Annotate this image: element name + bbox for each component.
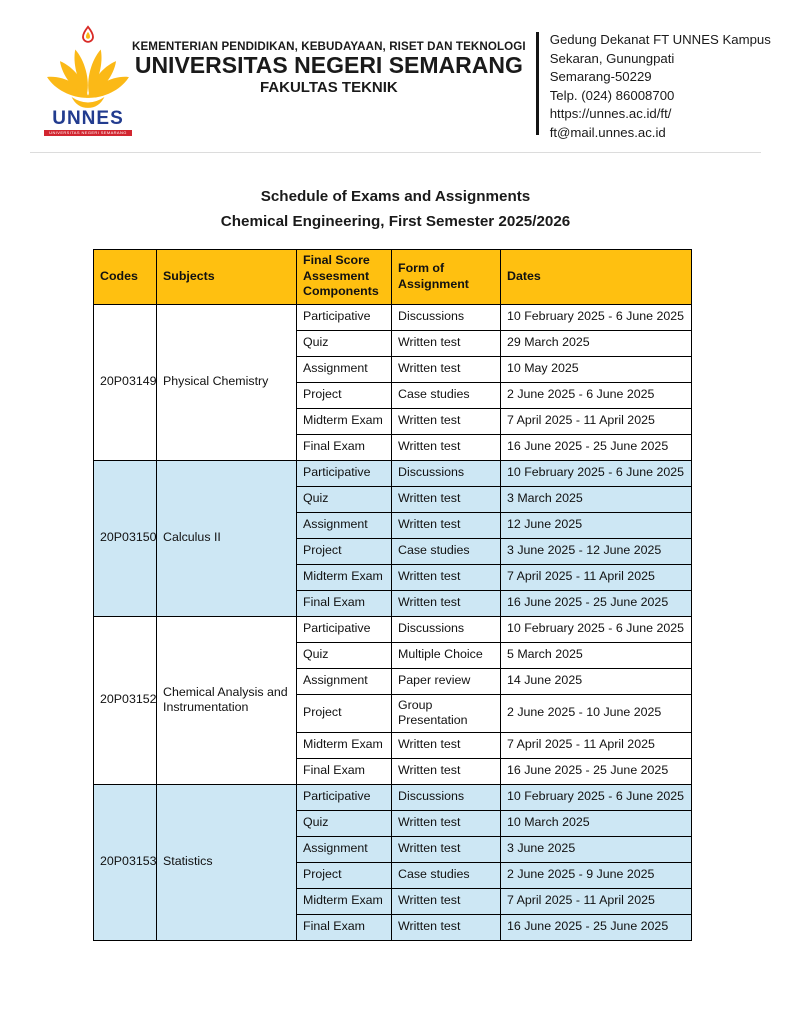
component-cell: Midterm Exam xyxy=(297,564,392,590)
component-cell: Participative xyxy=(297,460,392,486)
letterhead-divider xyxy=(536,32,539,135)
date-cell: 10 February 2025 - 6 June 2025 xyxy=(501,304,692,330)
form-cell: Case studies xyxy=(392,862,501,888)
form-cell: Written test xyxy=(392,810,501,836)
date-cell: 3 June 2025 xyxy=(501,836,692,862)
component-cell: Project xyxy=(297,862,392,888)
date-cell: 12 June 2025 xyxy=(501,512,692,538)
unnes-logo-banner: UNIVERSITAS NEGERI SEMARANG xyxy=(44,130,132,136)
date-cell: 3 June 2025 - 12 June 2025 xyxy=(501,538,692,564)
form-cell: Written test xyxy=(392,512,501,538)
form-cell: Written test xyxy=(392,330,501,356)
date-cell: 14 June 2025 xyxy=(501,668,692,694)
date-cell: 10 March 2025 xyxy=(501,810,692,836)
date-cell: 16 June 2025 - 25 June 2025 xyxy=(501,758,692,784)
form-cell: Multiple Choice xyxy=(392,642,501,668)
contact-line: Semarang-50229 xyxy=(549,69,652,85)
component-cell: Quiz xyxy=(297,810,392,836)
form-cell: Discussions xyxy=(392,616,501,642)
component-cell: Midterm Exam xyxy=(297,408,392,434)
schedule-table-header xyxy=(94,249,692,304)
letterhead-titles xyxy=(132,24,526,96)
form-cell: Written test xyxy=(392,758,501,784)
column-header-1: Subjects xyxy=(157,249,297,304)
date-cell: 7 April 2025 - 11 April 2025 xyxy=(501,408,692,434)
table-row xyxy=(94,304,692,330)
date-cell: 2 June 2025 - 6 June 2025 xyxy=(501,382,692,408)
letterhead xyxy=(0,0,791,143)
form-cell: Case studies xyxy=(392,538,501,564)
contact-line-url: https://unnes.ac.id/ft/ xyxy=(549,106,672,122)
form-cell: Written test xyxy=(392,914,501,940)
column-header-3: Form of Assignment xyxy=(392,249,501,304)
component-cell: Quiz xyxy=(297,486,392,512)
form-cell: Discussions xyxy=(392,304,501,330)
form-cell: Case studies xyxy=(392,382,501,408)
contact-block xyxy=(550,24,778,143)
date-cell: 10 May 2025 xyxy=(501,356,692,382)
component-cell: Project xyxy=(297,538,392,564)
table-row xyxy=(94,460,692,486)
date-cell: 29 March 2025 xyxy=(501,330,692,356)
component-cell: Assignment xyxy=(297,512,392,538)
contact-line: Sekaran, Gunungpati xyxy=(549,50,675,66)
university-name: UNIVERSITAS NEGERI SEMARANG xyxy=(134,52,523,78)
date-cell: 7 April 2025 - 11 April 2025 xyxy=(501,732,692,758)
form-cell: Discussions xyxy=(392,784,501,810)
table-row xyxy=(94,616,692,642)
form-cell: Group Presentation xyxy=(392,694,501,732)
contact-line: Gedung Dekanat FT UNNES Kampus xyxy=(549,32,771,47)
column-header-0: Codes xyxy=(94,249,157,304)
form-cell: Paper review xyxy=(392,668,501,694)
course-code-cell: 20P03152 xyxy=(94,616,157,784)
course-code-cell: 20P03149 xyxy=(94,304,157,460)
column-header-4: Dates xyxy=(501,249,692,304)
form-cell: Written test xyxy=(392,590,501,616)
date-cell: 10 February 2025 - 6 June 2025 xyxy=(501,616,692,642)
course-code-cell: 20P03153 xyxy=(94,784,157,940)
form-cell: Written test xyxy=(392,732,501,758)
date-cell: 16 June 2025 - 25 June 2025 xyxy=(501,914,692,940)
form-cell: Written test xyxy=(392,356,501,382)
unnes-lotus-icon xyxy=(47,24,129,108)
course-subject-cell: Statistics xyxy=(157,784,297,940)
date-cell: 7 April 2025 - 11 April 2025 xyxy=(501,564,692,590)
contact-line: Telp. (024) 86008700 xyxy=(549,87,675,103)
component-cell: Midterm Exam xyxy=(297,888,392,914)
date-cell: 16 June 2025 - 25 June 2025 xyxy=(501,590,692,616)
ministry-line: KEMENTERIAN PENDIDIKAN, KEBUDAYAAN, RISET DAN TEKNOLOGI xyxy=(132,40,526,53)
date-cell: 2 June 2025 - 9 June 2025 xyxy=(501,862,692,888)
component-cell: Final Exam xyxy=(297,914,392,940)
course-code-cell: 20P03150 xyxy=(94,460,157,616)
component-cell: Midterm Exam xyxy=(297,732,392,758)
course-subject-cell: Chemical Analysis and Instrumentation xyxy=(157,616,297,784)
date-cell: 16 June 2025 - 25 June 2025 xyxy=(501,434,692,460)
component-cell: Final Exam xyxy=(297,434,392,460)
form-cell: Written test xyxy=(392,434,501,460)
component-cell: Project xyxy=(297,382,392,408)
table-row xyxy=(94,784,692,810)
form-cell: Discussions xyxy=(392,460,501,486)
column-header-2: Final Score Assesment Components xyxy=(297,249,392,304)
document-title-line2: Chemical Engineering, First Semester 2025/2026 xyxy=(220,212,571,230)
form-cell: Written test xyxy=(392,888,501,914)
course-subject-cell: Calculus II xyxy=(157,460,297,616)
faculty-name: FAKULTAS TEKNIK xyxy=(259,78,398,96)
contact-line-email: ft@mail.unnes.ac.id xyxy=(549,124,666,140)
component-cell: Participative xyxy=(297,784,392,810)
component-cell: Quiz xyxy=(297,642,392,668)
form-cell: Written test xyxy=(392,836,501,862)
date-cell: 10 February 2025 - 6 June 2025 xyxy=(501,460,692,486)
unnes-logo xyxy=(44,24,132,136)
component-cell: Assignment xyxy=(297,668,392,694)
document-title xyxy=(0,184,791,234)
form-cell: Written test xyxy=(392,564,501,590)
date-cell: 5 March 2025 xyxy=(501,642,692,668)
date-cell: 2 June 2025 - 10 June 2025 xyxy=(501,694,692,732)
unnes-logo-acronym: UNNES xyxy=(52,108,124,129)
date-cell: 10 February 2025 - 6 June 2025 xyxy=(501,784,692,810)
component-cell: Participative xyxy=(297,616,392,642)
component-cell: Final Exam xyxy=(297,590,392,616)
component-cell: Assignment xyxy=(297,836,392,862)
course-subject-cell: Physical Chemistry xyxy=(157,304,297,460)
form-cell: Written test xyxy=(392,486,501,512)
header-row xyxy=(94,249,692,304)
date-cell: 7 April 2025 - 11 April 2025 xyxy=(501,888,692,914)
date-cell: 3 March 2025 xyxy=(501,486,692,512)
component-cell: Final Exam xyxy=(297,758,392,784)
form-cell: Written test xyxy=(392,408,501,434)
document-title-line1: Schedule of Exams and Assignments xyxy=(260,187,531,205)
component-cell: Assignment xyxy=(297,356,392,382)
component-cell: Quiz xyxy=(297,330,392,356)
letterhead-rule xyxy=(30,152,761,153)
component-cell: Project xyxy=(297,694,392,732)
component-cell: Participative xyxy=(297,304,392,330)
schedule-table xyxy=(93,249,692,941)
